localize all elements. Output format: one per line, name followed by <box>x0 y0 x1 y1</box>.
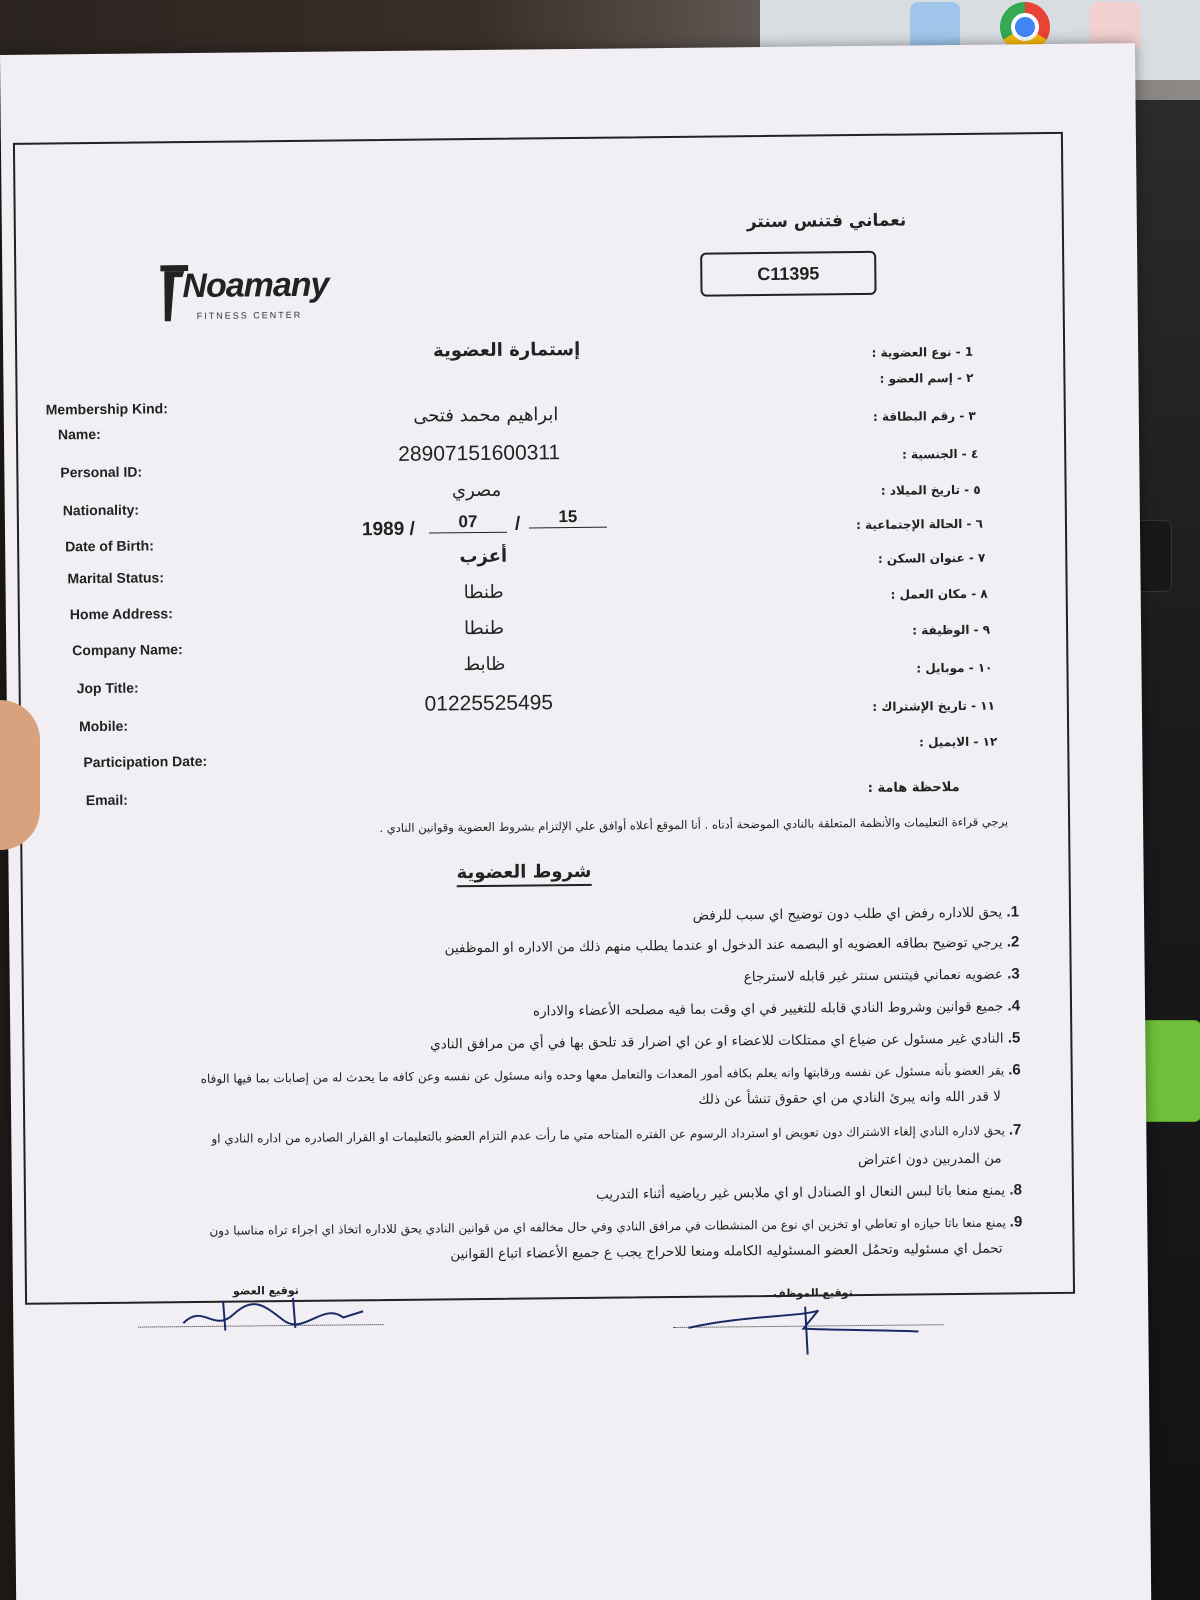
employee-signature-mark <box>683 1295 924 1358</box>
intro-text: يرجي قراءة التعليمات والأنظمة المتعلقة بالنادي الموضحة أدناه . أنا الموقع أعلاه أوافق علي الإلتزام بشروط العضوية وقوانين النادي . <box>379 814 1009 836</box>
form-title: إستمارة العضوية <box>433 338 581 362</box>
dob-day: 15 <box>529 507 607 529</box>
term-5: 5. النادي غير مسئول عن ضياع اي ممتلكات للاعضاء او عن اي اضرار قد تلحق بها في أي من مرافق النادي <box>430 1029 1021 1053</box>
value-home-address: طنطا <box>463 581 504 604</box>
value-job-title: ظابط <box>463 653 506 676</box>
label-participation-date: Participation Date: <box>83 752 208 771</box>
terms-title: شروط العضوية <box>456 861 591 887</box>
value-marital-status: أعزب <box>459 545 508 568</box>
dob-year-value: 1989 <box>361 518 405 541</box>
label-name: Name: <box>57 425 101 443</box>
term-3: 3. عضويه نعماني فيتنس سنتر غير قابله لاسترجاع <box>743 965 1020 986</box>
club-logo <box>160 262 329 334</box>
dob-separator-2: / <box>514 513 521 535</box>
ar-label-personal-id: ٣ - رقم البطاقة : <box>872 408 976 424</box>
dob-month: 07 <box>429 512 507 534</box>
ar-label-membership-kind: 1 - نوع العضوية : <box>871 344 974 360</box>
label-email: Email: <box>85 791 128 809</box>
label-company-name: Company Name: <box>72 641 183 659</box>
ar-label-job-title: ٩ - الوظيفة : <box>912 622 991 638</box>
ar-label-nationality: ٤ - الجنسية : <box>901 446 979 462</box>
label-home-address: Home Address: <box>69 605 173 623</box>
term-6-line-2: لا قدر الله وانه يبرئ النادي من اي حقوق تنشأ عن ذلك <box>698 1088 1002 1108</box>
logo-wordmark: Noamany <box>182 265 329 306</box>
label-job-title: Jop Title: <box>76 679 139 697</box>
employee-signature-label: توقيع الموظف <box>772 1286 853 1300</box>
term-4: 4. جميع قوانين وشروط النادي قابله للتغيير في اي وقت بما فيه مصلحه الأعضاء والاداره <box>532 997 1021 1020</box>
terms-list <box>49 899 1023 1269</box>
term-8: 8. يمنع منعا باتا لبس النعال او الصنادل او اي ملابس غير رياضيه أثناء التدريب <box>595 1181 1023 1203</box>
term-7-line-2: من المدربين دون اعتراض <box>857 1150 1002 1169</box>
value-nationality: مصري <box>451 479 502 502</box>
ar-label-mobile: ١٠ - موبايل : <box>916 660 993 676</box>
label-nationality: Nationality: <box>62 501 140 519</box>
ar-label-participation-date: ١١ - تاريخ الإشتراك : <box>872 698 995 714</box>
term-7: 7. يحق لاداره النادي إلغاء الاشتراك دون تعويض او استرداد الرسوم عن الفتره المتاحه متي ما رأت عدم التزام العضو بالتعليمات او القرار الصادره من اداره النادي او <box>211 1121 1022 1146</box>
ar-label-marital-status: ٦ - الحالة الإجتماعية : <box>855 516 984 533</box>
ar-label-company-name: ٨ - مكان العمل : <box>890 586 988 602</box>
ar-label-email: ١٢ - الايميل : <box>918 734 998 750</box>
term-9-line-2: تحمل اي مسئوليه وتحمُل العضو المسئوليه الكامله ومنعا للاحراج يجب ع جميع الأعضاء اتباع القوانين <box>450 1240 1003 1263</box>
label-marital-status: Marital Status: <box>67 569 165 587</box>
member-number-box: C11395 <box>700 251 876 297</box>
logo-subtitle: FITNESS CENTER <box>196 309 303 321</box>
value-company-name: طنطا <box>463 617 505 640</box>
club-arabic-name: نعماني فتنس سنتر <box>746 210 907 233</box>
dob-separator: / <box>409 518 415 540</box>
membership-form-paper <box>0 43 1151 1600</box>
ar-label-date-of-birth: ٥ - تاريخ الميلاد : <box>880 482 981 498</box>
member-signature-mark <box>173 1291 373 1337</box>
ar-label-home-address: ٧ - عنوان السكن : <box>877 550 986 566</box>
label-personal-id: Personal ID: <box>60 463 143 481</box>
value-name: ابراهيم محمد فتحى <box>413 404 559 427</box>
term-6: 6. يقر العضو بأنه مسئول عن نفسه ورقابتها وانه يعلم بكافه أمور المعدات والتعامل معها وحده وانه مسئول عن نفسه وعن كافه ما يحدث له من إصابات بما فيها الوفاه <box>200 1061 1021 1086</box>
label-membership-kind: Membership Kind: <box>45 400 168 418</box>
term-2: 2. يرجي توضيح بطاقه العضويه او البصمه عند الدخول او عندما يطلب منهم ذلك من الاداره او الموظفين <box>444 933 1020 957</box>
dob-year <box>362 519 415 542</box>
term-9: 9. يمنع منعا باتا حيازه او تعاطي او تخزين اي نوع من المنشطات في مرافق النادي وفي حال مخالفه اي من قوانين النادي يحق للاداره اتخاذ اي اجراء تراه مناسبا دون <box>209 1213 1023 1238</box>
label-mobile: Mobile: <box>78 717 129 735</box>
label-date-of-birth: Date of Birth: <box>65 537 154 555</box>
value-mobile: 01225525495 <box>424 691 554 716</box>
important-note-label: ملاحظة هامة : <box>867 779 960 796</box>
holding-finger <box>0 700 40 850</box>
term-1: 1. يحق للاداره رفض اي طلب دون توضيح اي سبب للرفض <box>692 903 1020 924</box>
ar-label-name: ٢ - إسم العضو : <box>879 370 974 386</box>
member-signature-label: توقيع العضو <box>232 1283 299 1298</box>
value-personal-id: 28907151600311 <box>398 441 561 466</box>
